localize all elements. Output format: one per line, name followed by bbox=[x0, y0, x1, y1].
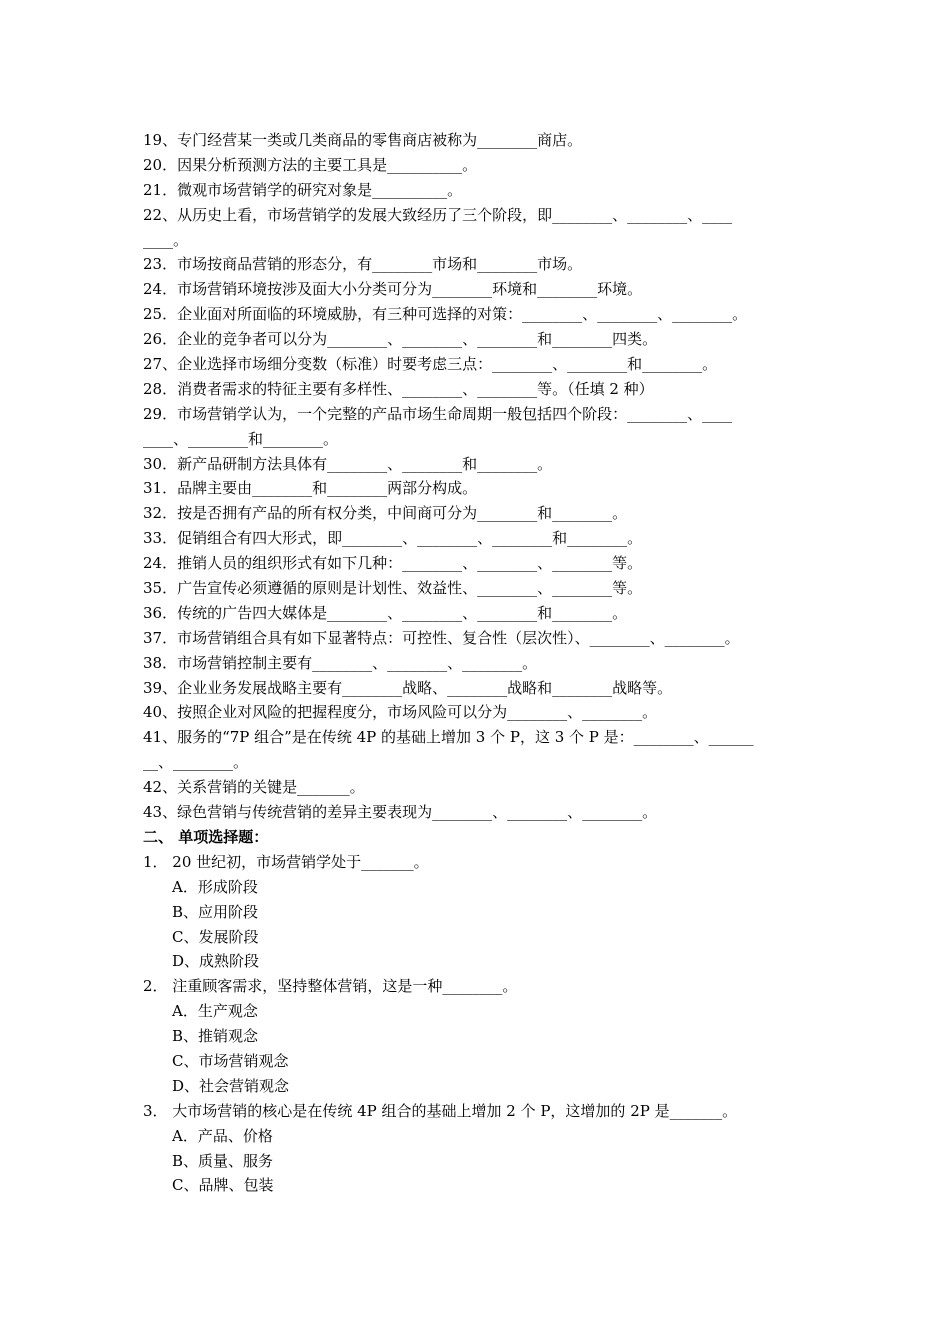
fill-in-line: 25．企业面对所面临的环境威胁，有三种可选择的对策：________、________、________。 bbox=[143, 305, 748, 324]
fill-in-line: 22、从历史上看，市场营销学的发展大致经历了三个阶段，即________、________、____ bbox=[143, 205, 733, 224]
fill-in-line: 29．市场营销学认为，一个完整的产品市场生命周期一般包括四个阶段：________、____ bbox=[143, 404, 733, 423]
fill-in-line: 24．市场营销环境按涉及面大小分类可分为________环境和________环境。 bbox=[143, 280, 643, 299]
fill-in-line: 24．推销人员的组织形式有如下几种：________、________、________等。 bbox=[143, 554, 643, 573]
answer-option: D、社会营销观念 bbox=[172, 1076, 290, 1095]
fill-in-line: 42、关系营销的关键是_______。 bbox=[143, 778, 365, 797]
section-heading: 二、 单项选择题： bbox=[143, 827, 269, 846]
fill-in-line: 37．市场营销组合具有如下显著特点：可控性、复合性（层次性）、________、________。 bbox=[143, 628, 740, 647]
fill-in-line: 27、企业选择市场细分变数（标准）时要考虑三点：________、________和________。 bbox=[143, 355, 718, 374]
page-content bbox=[143, 128, 813, 1198]
answer-option: A．生产观念 bbox=[172, 1002, 258, 1021]
answer-option: C、品牌、包装 bbox=[172, 1176, 274, 1195]
fill-in-line: 43、绿色营销与传统营销的差异主要表现为________、________、________。 bbox=[143, 803, 658, 822]
answer-option: D、成熟阶段 bbox=[172, 952, 260, 971]
fill-in-line: 19、专门经营某一类或几类商品的零售商店被称为________商店。 bbox=[143, 131, 583, 149]
fill-in-line: 36．传统的广告四大媒体是________、________、________和________。 bbox=[143, 603, 628, 622]
answer-option: B、应用阶段 bbox=[172, 902, 259, 921]
fill-in-line: 31．品牌主要由________和________两部分构成。 bbox=[143, 479, 478, 498]
fill-in-line: 40、按照企业对风险的把握程度分，市场风险可以分为________、________。 bbox=[143, 703, 658, 722]
question-stem: 2． 注重顾客需求，坚持整体营销，这是一种________。 bbox=[143, 977, 518, 996]
fill-in-line: ____。 bbox=[143, 230, 189, 249]
fill-in-line: 30．新产品研制方法具体有________、________和________。 bbox=[143, 454, 553, 473]
answer-option: C、发展阶段 bbox=[172, 927, 259, 946]
answer-option: B、推销观念 bbox=[172, 1027, 259, 1046]
fill-in-line: ____、________和________。 bbox=[143, 429, 339, 448]
fill-in-line: 32．按是否拥有产品的所有权分类，中间商可分为________和________。 bbox=[143, 504, 628, 523]
fill-in-line: 26．企业的竞争者可以分为________、________、________和________四类。 bbox=[143, 330, 658, 349]
answer-option: B、质量、服务 bbox=[172, 1151, 274, 1170]
question-stem: 3． 大市场营销的核心是在传统 4P 组合的基础上增加 2 个 P，这增加的 2P 是_______。 bbox=[143, 1101, 738, 1120]
fill-in-line: 35．广告宣传必须遵循的原则是计划性、效益性、________、________等。 bbox=[143, 579, 643, 598]
fill-in-line: 41、服务的“7P 组合”是在传统 4P 的基础上增加 3 个 P，这 3 个 P 是：________、______ bbox=[143, 728, 754, 747]
answer-option: A．形成阶段 bbox=[172, 877, 258, 896]
fill-in-line: __、________。 bbox=[143, 753, 249, 772]
answer-option: C、市场营销观念 bbox=[172, 1051, 289, 1070]
fill-in-line: 33．促销组合有四大形式，即________、________、________和________。 bbox=[143, 529, 643, 548]
question-stem: 1． 20 世纪初，市场营销学处于_______。 bbox=[143, 852, 429, 871]
fill-in-line: 38．市场营销控制主要有________、________、________。 bbox=[143, 653, 538, 672]
fill-in-line: 23．市场按商品营销的形态分，有________市场和________市场。 bbox=[143, 255, 583, 274]
fill-in-line: 39、企业业务发展战略主要有________战略、________战略和________战略等。 bbox=[143, 678, 673, 697]
fill-in-line: 20．因果分析预测方法的主要工具是__________。 bbox=[143, 155, 478, 174]
answer-option: A．产品、价格 bbox=[172, 1126, 273, 1145]
fill-in-line: 28．消费者需求的特征主要有多样性、________、________等。（任填 2 种） bbox=[143, 379, 654, 398]
fill-in-line: 21．微观市场营销学的研究对象是__________。 bbox=[143, 180, 463, 199]
